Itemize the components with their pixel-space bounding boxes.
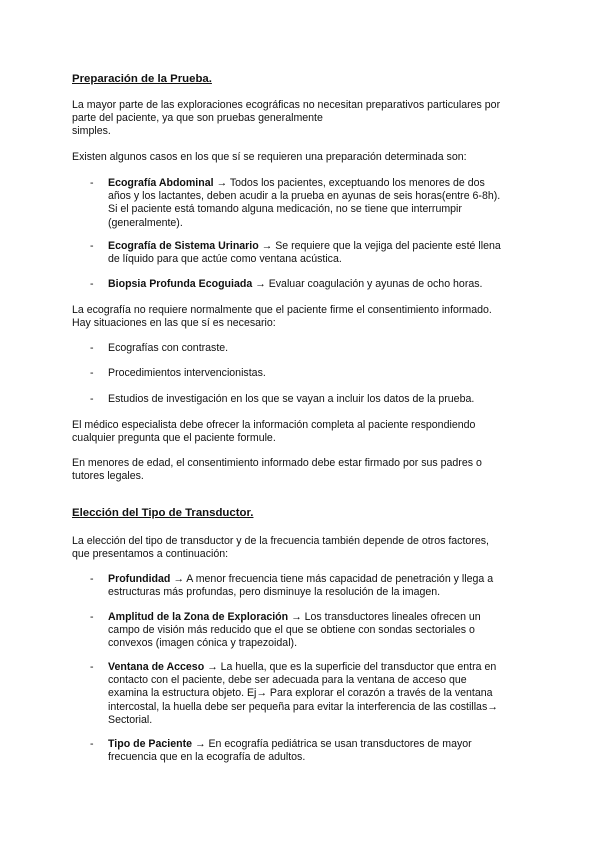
paragraph-consent: La ecografía no requiere normalmente que el paciente firme el consentimiento informado. Hay situaciones en las que sí es necesario: [72, 304, 492, 330]
document-page: Preparación de la Prueba. La mayor parte de las exploraciones ecográficas no necesitan preparativos particulares por parte del paciente, ya que son pruebas generalmente simples. Existen algunos casos en los que sí se requieren una preparación determinada son: - Ecografía Abdominal → Todos los pacientes, exceptuando los menores de dos años y los lactantes, deben acudir a la prueba en ayunas de seis horas(entre 6-8h). Si el paciente está tomando alguna medicación, no se tiene que interrumpir (generalmente). - Ecografía de Sistema Urinario → Se requiere que la vejiga del paciente esté llena de líquido para que actúe como ventana acústica. - Biopsia Profunda Ecoguiada → Evaluar coagulación y ayunas de ocho horas. La ecografía no requiere normalmente que el paciente firme el consentimiento informado. Hay situaciones en las que sí es necesario: - Ecografías con contraste. - Procedimientos intervencionistas. - Estudios de investigación en los que se vayan a incluir los datos de la prueba. El médico especialista debe ofrecer la información completa al paciente respondiendo cualquier pregunta que el paciente formule. En menores de edad, el consentimiento informado debe estar firmado por sus padres o tutores legales. Elección del Tipo de Transductor. La elección del tipo de transductor y de la frecuencia también depende de otros factores, que presentamos a continuación: - Profundidad → A menor frecuencia tiene más capacidad de penetración y llega a estructuras más profundas, pero disminuye la resolución de la imagen. - Amplitud de la Zona de Exploración → Los transductores lineales ofrecen un campo de visión más reducido que el que se obtiene con sondas sectoriales o convexos (imagen cónica y trapezoidal). - Ventana de Acceso → La huella, que es la superficie del transductor que entra en contacto con el paciente, debe ser adecuada para la ventana de acceso que examina la estructura objeto. Ej→ Para explorar el corazón a través de la ventana intercostal, la huella debe ser pequeña para evitar la interferencia de las costillas→ Sectorial. - Tipo de Paciente → En ecografía pediátrica se usan transductores de mayor frecuencia que en la ecografía de adultos. [0, 0, 600, 848]
paragraph-transductor-intro: La elección del tipo de transductor y de la frecuencia también depende de otros factores, que presentamos a continuación: [72, 535, 489, 561]
section-heading-preparacion: Preparación de la Prueba. [72, 73, 212, 85]
paragraph-cases-intro: Existen algunos casos en los que sí se requieren una preparación determinada son: [72, 151, 467, 163]
bullet-dash: - [90, 611, 94, 623]
section-heading-transductor: Elección del Tipo de Transductor. [72, 507, 254, 519]
bullet-dash: - [90, 367, 94, 379]
bullet-dash: - [90, 278, 94, 290]
bullet-dash: - [90, 661, 94, 673]
paragraph-minors: En menores de edad, el consentimiento informado debe estar firmado por sus padres o tutores legales. [72, 457, 482, 483]
paragraph-doctor: El médico especialista debe ofrecer la información completa al paciente respondiendo cualquier pregunta que el paciente formule. [72, 419, 476, 445]
bullet-dash: - [90, 738, 94, 750]
bullet-dash: - [90, 240, 94, 252]
bullet-dash: - [90, 573, 94, 585]
paragraph-intro: La mayor parte de las exploraciones ecográficas no necesitan preparativos particulares por parte del paciente, ya que son pruebas generalmente simples. [72, 99, 501, 138]
bullet-dash: - [90, 342, 94, 354]
bullet-dash: - [90, 393, 94, 405]
bullet-dash: - [90, 177, 94, 189]
